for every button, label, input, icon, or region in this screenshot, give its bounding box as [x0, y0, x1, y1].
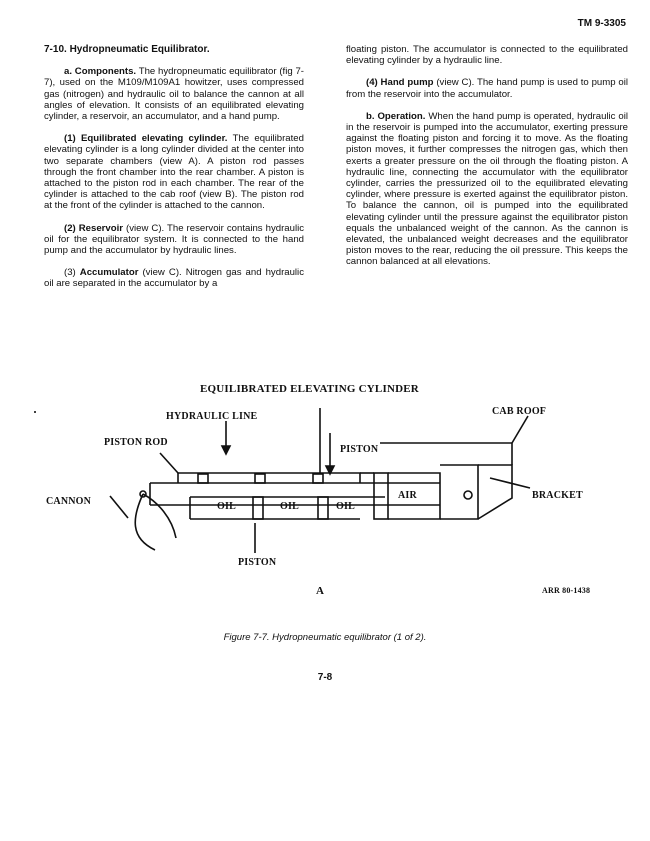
label-cab-roof: CAB ROOF: [492, 406, 547, 417]
paragraph-b-operation: [346, 111, 628, 268]
paragraph-4-label: (4) Hand pump: [366, 77, 434, 89]
label-bracket: BRACKET: [532, 490, 583, 501]
paragraph-1-label: (1) Equilibrated elevating cylinder.: [64, 133, 228, 145]
paragraph-3-prefix: (3): [64, 267, 76, 279]
label-piston-bottom: PISTON: [238, 557, 277, 568]
bracket-shape: [478, 465, 512, 519]
paragraph-b-text: When the hand pump is operated, hydraulic oil in the reservoir is pumped into the accumulator, exerting pressure against the floating piston and forcing it to move. As the floating piston moves, it further compresses the nitrogen gas, which then exerts a greater pressure on the oil through the floating piston. A hydraulic line, connecting the accumulator with the equilibrator cylinder, carries the pressurized oil to the equilibrated elevating cylinder, where pressure is exerted against the equilibrator piston. To balance the cannon, oil is pumped into the equilibrated elevating cylinder until the pressure against the equilibrator piston equals the unbalanced weight of the cannon. As the cannon is elevated, the unbalanced weight decreases and the equilibrator piston moves to the rear, reducing the oil pressure. This keeps the cannon balanced at all elevations.: [346, 110, 628, 268]
paragraph-3-label: Accumulator: [79, 267, 139, 279]
section-title: 7-10. Hydropneumatic Equilibrator.: [44, 44, 210, 55]
piston-block-1: [198, 474, 208, 483]
label-oil-3: OIL: [336, 501, 355, 512]
cannon-leader: [110, 496, 128, 518]
left-column: [44, 44, 304, 301]
bracket-leader: [490, 478, 530, 488]
equilibrator-diagram: [0, 378, 650, 608]
paragraph-2-text: (view C). The reservoir contains hydraulic oil for the equilibrator system. It is connected to the hand pump and the accumulator by hydraulic lines.: [44, 222, 305, 257]
main-piston: [374, 473, 388, 519]
rear-housing: [440, 465, 478, 519]
paragraph-a-components: [44, 66, 304, 122]
paragraph-4-text: (view C). The hand pump is used to pump oil from the reservoir into the accumulator.: [346, 77, 628, 100]
label-piston-rod: PISTON ROD: [104, 437, 168, 448]
piston-plate-center: [253, 497, 263, 519]
document-id: TM 9-3305: [577, 18, 626, 29]
piston-block-3: [313, 474, 323, 483]
cab-roof-outline: [380, 443, 512, 465]
label-air: AIR: [398, 490, 417, 501]
paragraph-2-label: (2) Reservoir: [64, 222, 123, 234]
paragraph-1-text: The equilibrated elevating cylinder is a long cylinder divided at the center into two separate chambers (view A). A piston rod passes through the front chamber into the rear chamber. A piston is attached to the piston rod in each chamber. The rear of the cylinder is attached to the cab roof (view B). The piston rod at the front of the cylinder is attached to the cannon.: [44, 133, 304, 212]
paragraph-1-cylinder: [44, 133, 304, 211]
paragraph-3-accumulator: [44, 267, 304, 289]
view-label: A: [316, 585, 325, 597]
paragraph-a-label: a. Components.: [64, 66, 137, 78]
paragraph-3-text: (view C). Nitrogen gas and hydraulic oil are separated in the accumulator by a: [44, 267, 304, 290]
label-hydraulic-line: HYDRAULIC LINE: [166, 411, 258, 422]
piston-rod-leader: [160, 453, 178, 473]
paragraph-a-text: The hydropneumatic equilibrator (fig 7-7), used on the M109/M109A1 howitzer, uses compressed gas (nitrogen) and hydraulic oil to balance the cannon at all angles of elevation. It consists of an equilibrated elevating cylinder, a reservoir, an accumulator, and a hand pump.: [44, 66, 304, 123]
bracket-pivot: [464, 491, 472, 499]
figure-caption: Figure 7-7. Hydropneumatic equilibrator (1 of 2).: [223, 632, 427, 643]
page-number: 7-8: [317, 672, 333, 683]
paragraph-b-label: b. Operation.: [366, 110, 426, 122]
right-column: [346, 44, 628, 279]
paragraph-3-continued: floating piston. The accumulator is connected to the equilibrated elevating cylinder by a hydraulic line.: [346, 44, 628, 67]
label-oil-1: OIL: [217, 501, 236, 512]
cannon-link-curve: [135, 494, 155, 550]
piston-block-2: [255, 474, 265, 483]
piston-plate-rear: [318, 497, 328, 519]
label-oil-2: OIL: [280, 501, 299, 512]
cab-roof-leader: [512, 416, 528, 443]
hydraulic-arrow: [222, 446, 230, 454]
reference-number: ARR 80-1438: [542, 586, 591, 595]
paragraph-2-reservoir: [44, 223, 304, 257]
label-cannon: CANNON: [46, 496, 92, 507]
label-piston-top: PISTON: [340, 444, 379, 455]
cannon-link-curve-2: [143, 494, 176, 538]
paragraph-4-hand-pump: [346, 77, 628, 99]
figure-title: EQUILIBRATED ELEVATING CYLINDER: [200, 383, 419, 395]
